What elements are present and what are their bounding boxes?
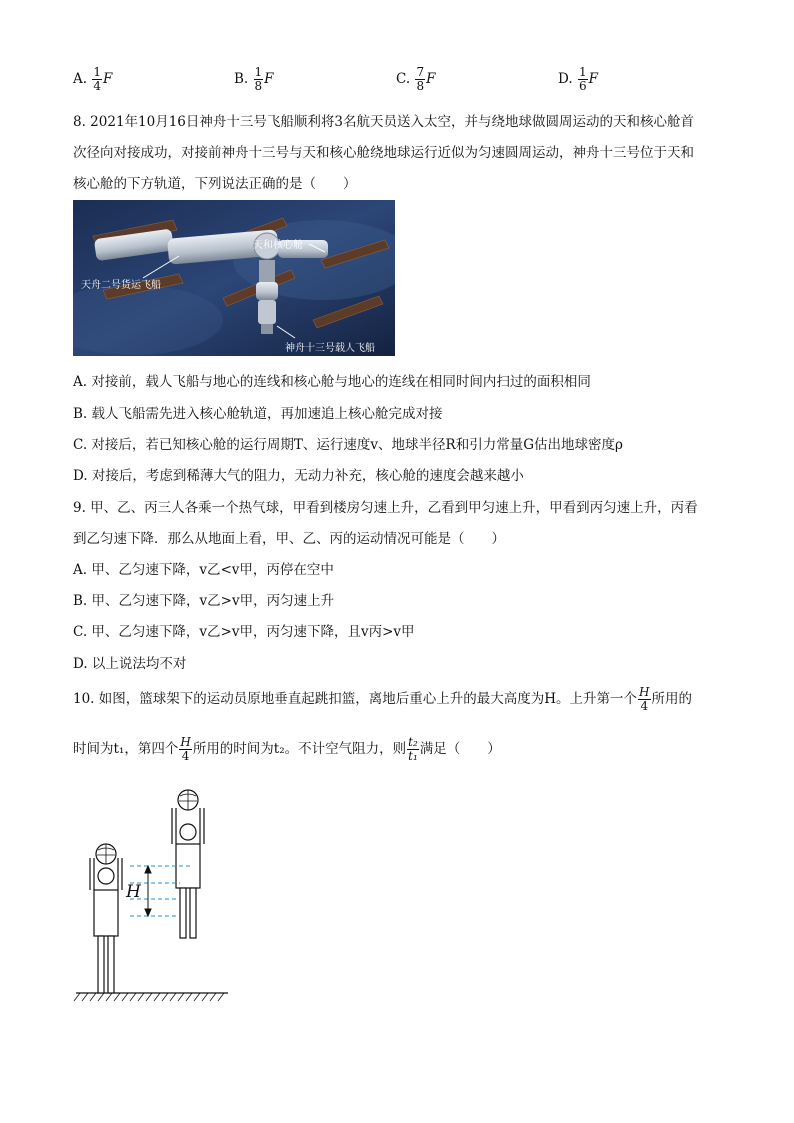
q10-text-2b: 所用的时间为t₂。不计空气阻力，则	[192, 741, 407, 757]
q8-option-d: D. 对接后，考虑到稀薄大气的阻力，无动力补充，核心舱的速度会越来越小	[73, 468, 524, 484]
q9-stem-line-1: 9. 甲、乙、丙三人各乘一个热气球，甲看到楼房匀速上升，乙看到甲匀速上升，甲看到丙匀速上升，丙看	[73, 500, 698, 516]
q10-text-1a: 10. 如图，篮球架下的运动员原地垂直起跳扣篮，离地后重心上升的最大高度为H。上升第一个	[73, 691, 638, 707]
basketball-jump-figure	[70, 780, 240, 1010]
label-shenzhou: 神舟十三号载人飞船	[285, 343, 375, 354]
fraction-t2-over-t1: $\frac{\text{t₂}}{\text{t₁}}$	[408, 735, 418, 763]
q10-stem-line-2	[73, 736, 501, 763]
q7-option-a	[73, 66, 112, 93]
q9-option-a: A. 甲、乙匀速下降，v乙<v甲，丙停在空中	[73, 562, 334, 578]
label-tianhe: 天和核心舱	[253, 240, 303, 251]
q7-option-d	[558, 66, 598, 93]
option-label: D.	[558, 71, 573, 87]
option-label: B.	[234, 71, 249, 87]
variable: F	[264, 71, 274, 87]
option-label: C.	[396, 71, 411, 87]
q10-text-2a: 时间为t₁，第四个	[73, 741, 179, 757]
q8-option-a: A. 对接前，载人飞船与地心的连线和核心舱与地心的连线在相同时间内扫过的面积相同	[73, 374, 591, 390]
fraction: $\frac{1}{8}$	[254, 65, 263, 93]
shenzhou-13-crewed-ship	[256, 260, 278, 334]
option-label: A.	[73, 71, 88, 87]
height-label: H	[126, 882, 141, 902]
space-station-photo	[73, 200, 395, 356]
fraction: $\frac{1}{6}$	[578, 65, 587, 93]
q9-option-d: D. 以上说法均不对	[73, 656, 187, 672]
q8-stem-line-2: 次径向对接成功，对接前神舟十三号与天和核心舱绕地球运行近似为匀速圆周运动，神舟十三号位于天和	[73, 145, 694, 161]
variable: F	[588, 71, 598, 87]
q9-option-c: C. 甲、乙匀速下降，v乙>v甲，丙匀速下降，且v丙>v甲	[73, 624, 415, 640]
variable: F	[426, 71, 436, 87]
fraction-h-over-4: $\frac{H}{4}$	[639, 685, 650, 713]
height-arrow	[145, 866, 151, 916]
q9-stem-line-2: 到乙匀速下降．那么从地面上看，甲、乙、丙的运动情况可能是（ ）	[73, 531, 505, 547]
q8-option-b: B. 载人飞船需先进入核心舱轨道，再加速追上核心舱完成对接	[73, 406, 443, 422]
q7-option-c	[396, 66, 435, 93]
player-jumping	[172, 790, 204, 938]
label-tianzhou: 天舟二号货运飞船	[81, 280, 161, 291]
q8-stem-line-3: 核心舱的下方轨道，下列说法正确的是（ ）	[73, 176, 357, 192]
q7-option-b	[234, 66, 274, 93]
fraction: $\frac{1}{4}$	[93, 65, 101, 93]
q10-stem-line-1	[73, 686, 692, 713]
q10-text-2c: 满足（ ）	[419, 741, 501, 757]
jump-diagram	[70, 780, 240, 1010]
variable: F	[102, 71, 113, 87]
q8-option-c: C. 对接后，若已知核心舱的运行周期T、运行速度v、地球半径R和引力常量G估出地球密度ρ	[73, 437, 623, 453]
fraction: $\frac{7}{8}$	[416, 65, 425, 93]
q10-text-1b: 所用的	[651, 691, 693, 707]
player-standing	[90, 844, 122, 993]
q8-stem-line-1: 8. 2021年10月16日神舟十三号飞船顺利将3名航天员送入太空，并与绕地球做圆周运动的天和核心舱首	[73, 114, 694, 130]
fraction-h-over-4: $\frac{H}{4}$	[180, 735, 191, 763]
q9-option-b: B. 甲、乙匀速下降，v乙>v甲，丙匀速上升	[73, 593, 335, 609]
